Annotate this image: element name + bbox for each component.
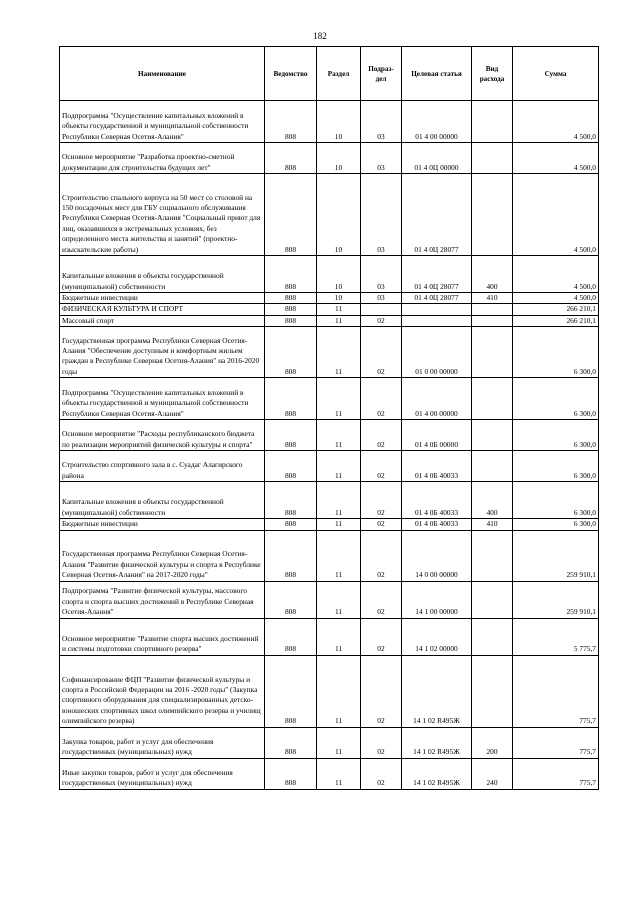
cell-subsection: 02 [361,618,402,655]
header-amount: Сумма [513,47,599,101]
cell-section: 11 [317,581,361,618]
cell-department: 808 [265,530,317,581]
cell-target-article: 14 1 02 R495Ж [402,727,472,758]
cell-subsection: 02 [361,758,402,789]
cell-department: 808 [265,519,317,530]
table-row [60,618,599,655]
table-row [60,482,599,519]
header-section: Раздел [317,47,361,101]
table-row [60,304,599,315]
cell-amount: 775,7 [513,655,599,727]
cell-subsection: 03 [361,293,402,304]
cell-expense-type: 200 [472,727,513,758]
table-row [60,101,599,143]
header-name: Наименование [60,47,265,101]
cell-subsection: 02 [361,482,402,519]
cell-section: 11 [317,482,361,519]
cell-name: Бюджетные инвестиции [60,519,265,530]
cell-name: ФИЗИЧЕСКАЯ КУЛЬТУРА И СПОРТ [60,304,265,315]
cell-section: 10 [317,143,361,174]
cell-name: Бюджетные инвестиции [60,293,265,304]
cell-section: 11 [317,758,361,789]
cell-expense-type [472,378,513,420]
cell-department: 808 [265,143,317,174]
cell-expense-type [472,420,513,451]
cell-department: 808 [265,327,317,378]
cell-subsection: 02 [361,378,402,420]
cell-department: 808 [265,174,317,256]
cell-department: 808 [265,482,317,519]
cell-expense-type [472,581,513,618]
cell-target-article: 14 1 02 R495Ж [402,758,472,789]
budget-table [59,46,599,790]
cell-subsection: 03 [361,174,402,256]
table-row [60,293,599,304]
cell-name: Основное мероприятие "Расходы республиканского бюджета по реализации мероприятий физической культуры и спорта" [60,420,265,451]
cell-name: Подпрограмма "Развитие физической культуры, массового спорта и спорта высших достижений в Республике Северная Осетия-Алания" [60,581,265,618]
cell-subsection: 02 [361,655,402,727]
cell-subsection: 02 [361,315,402,326]
cell-target-article: 01 4 0Б 40033 [402,482,472,519]
cell-expense-type [472,451,513,482]
cell-target-article: 01 4 0Б 40033 [402,519,472,530]
cell-department: 808 [265,758,317,789]
table-row [60,174,599,256]
cell-section: 10 [317,174,361,256]
cell-section: 10 [317,256,361,293]
table-row [60,256,599,293]
cell-subsection: 03 [361,143,402,174]
cell-target-article: 01 4 0Б 40033 [402,451,472,482]
cell-department: 808 [265,378,317,420]
cell-target-article: 01 4 0Ц 28077 [402,293,472,304]
cell-section: 11 [317,727,361,758]
cell-target-article [402,315,472,326]
table-row [60,581,599,618]
cell-department: 808 [265,293,317,304]
cell-name: Подпрограмма "Осуществление капитальных вложений в объекты государственной и муниципальной собственности Республики Северная Осетия-Алания" [60,378,265,420]
cell-subsection: 02 [361,581,402,618]
cell-section: 11 [317,451,361,482]
cell-department: 808 [265,256,317,293]
cell-amount: 4 500,0 [513,101,599,143]
cell-name: Строительство спортивного зала в с. Суадаг Алагирского района [60,451,265,482]
cell-target-article: 01 4 0Б 00000 [402,420,472,451]
cell-department: 808 [265,304,317,315]
table-body [60,101,599,790]
cell-expense-type [472,315,513,326]
cell-section: 11 [317,304,361,315]
cell-subsection: 02 [361,530,402,581]
cell-section: 11 [317,618,361,655]
table-header-row [60,47,599,101]
header-expense-type: Вид расхода [472,47,513,101]
cell-name: Государственная программа Республики Северная Осетия-Алания "Развитие физической культуры и спорта в Республике Северная Осетия-Алания" на 2017-2020 годы" [60,530,265,581]
cell-amount: 4 500,0 [513,256,599,293]
cell-target-article: 14 1 00 00000 [402,581,472,618]
cell-amount: 6 300,0 [513,451,599,482]
cell-amount: 775,7 [513,758,599,789]
cell-target-article: 14 1 02 R495Ж [402,655,472,727]
cell-expense-type [472,174,513,256]
table-row [60,451,599,482]
cell-section: 11 [317,378,361,420]
table-row [60,327,599,378]
header-subsection: Подраз-дел [361,47,402,101]
cell-name: Иные закупки товаров, работ и услуг для обеспечения государственных (муниципальных) нужд [60,758,265,789]
cell-subsection: 03 [361,101,402,143]
cell-expense-type: 410 [472,293,513,304]
cell-department: 808 [265,315,317,326]
cell-department: 808 [265,618,317,655]
cell-target-article: 01 4 00 00000 [402,378,472,420]
cell-expense-type: 240 [472,758,513,789]
cell-subsection: 02 [361,451,402,482]
cell-name: Строительство спального корпуса на 50 мест со столовой на 150 посадочных мест для ГБУ социального обслуживания Республики Северная Осетия-Алания "Социальный приют для лиц, оказавшихся в экстремальных условиях, без определенного места жительства и занятий" (проектно-изыскательские работы) [60,174,265,256]
cell-amount: 6 300,0 [513,519,599,530]
cell-amount: 6 300,0 [513,378,599,420]
cell-name: Основное мероприятие "Разработка проектно-сметной документации для строительства будущих лет" [60,143,265,174]
cell-name: Основное мероприятие "Развитие спорта высших достижений и системы подготовки спортивного резерва" [60,618,265,655]
cell-department: 808 [265,420,317,451]
cell-target-article: 01 4 0Ц 28077 [402,174,472,256]
cell-amount: 5 775,7 [513,618,599,655]
header-department: Ведомство [265,47,317,101]
cell-target-article: 01 4 0Ц 00000 [402,143,472,174]
cell-amount: 4 500,0 [513,143,599,174]
table-row [60,727,599,758]
cell-amount: 775,7 [513,727,599,758]
cell-subsection: 02 [361,727,402,758]
cell-subsection: 02 [361,327,402,378]
table-row [60,420,599,451]
cell-target-article: 01 4 00 00000 [402,101,472,143]
cell-name: Софинансирование ФЦП "Развитие физической культуры и спорта в Российской Федерации на 2016 -2020 годы" (Закупка спортивного оборудования для специализированных детско-юношеских спортивных школ олимпийского резерва и училищ олимпийского резерва) [60,655,265,727]
cell-expense-type [472,143,513,174]
cell-section: 11 [317,530,361,581]
cell-amount: 4 500,0 [513,293,599,304]
cell-amount: 4 500,0 [513,174,599,256]
cell-section: 10 [317,293,361,304]
cell-section: 10 [317,101,361,143]
cell-name: Государственная программа Республики Северная Осетия-Алания "Обеспечение доступным и комфортным жильем граждан в Республике Северная Осетия-Алания" на 2016-2020 годы [60,327,265,378]
table-row [60,519,599,530]
cell-department: 808 [265,101,317,143]
cell-expense-type [472,101,513,143]
cell-expense-type [472,327,513,378]
cell-subsection: 02 [361,420,402,451]
cell-amount: 6 300,0 [513,327,599,378]
cell-department: 808 [265,727,317,758]
cell-amount: 6 300,0 [513,420,599,451]
cell-amount: 6 300,0 [513,482,599,519]
cell-name: Закупка товаров, работ и услуг для обеспечения государственных (муниципальных) нужд [60,727,265,758]
cell-section: 11 [317,327,361,378]
header-target-article: Целевая статья [402,47,472,101]
cell-target-article [402,304,472,315]
cell-expense-type [472,530,513,581]
cell-department: 808 [265,451,317,482]
cell-expense-type [472,618,513,655]
cell-name: Капитальные вложения в объекты государственной (муниципальной) собственности [60,482,265,519]
cell-expense-type [472,655,513,727]
cell-section: 11 [317,519,361,530]
cell-expense-type [472,304,513,315]
cell-amount: 266 210,1 [513,304,599,315]
table-row [60,378,599,420]
cell-section: 11 [317,420,361,451]
table-row [60,315,599,326]
cell-subsection [361,304,402,315]
cell-subsection: 03 [361,256,402,293]
cell-target-article: 01 4 0Ц 28077 [402,256,472,293]
cell-subsection: 02 [361,519,402,530]
cell-department: 808 [265,655,317,727]
page-number: 182 [313,31,327,41]
cell-target-article: 01 0 00 00000 [402,327,472,378]
cell-amount: 266 210,1 [513,315,599,326]
table-row [60,530,599,581]
cell-target-article: 14 1 02 00000 [402,618,472,655]
cell-department: 808 [265,581,317,618]
table-row [60,655,599,727]
cell-expense-type: 410 [472,519,513,530]
cell-expense-type: 400 [472,482,513,519]
cell-amount: 259 910,1 [513,530,599,581]
cell-section: 11 [317,315,361,326]
cell-target-article: 14 0 00 00000 [402,530,472,581]
cell-section: 11 [317,655,361,727]
table-row [60,758,599,789]
cell-expense-type: 400 [472,256,513,293]
cell-name: Массовый спорт [60,315,265,326]
table-row [60,143,599,174]
cell-name: Подпрограмма "Осуществление капитальных вложений в объекты государственной и муниципальной собственности Республики Северная Осетия-Алания" [60,101,265,143]
cell-amount: 259 910,1 [513,581,599,618]
cell-name: Капитальные вложения в объекты государственной (муниципальной) собственности [60,256,265,293]
